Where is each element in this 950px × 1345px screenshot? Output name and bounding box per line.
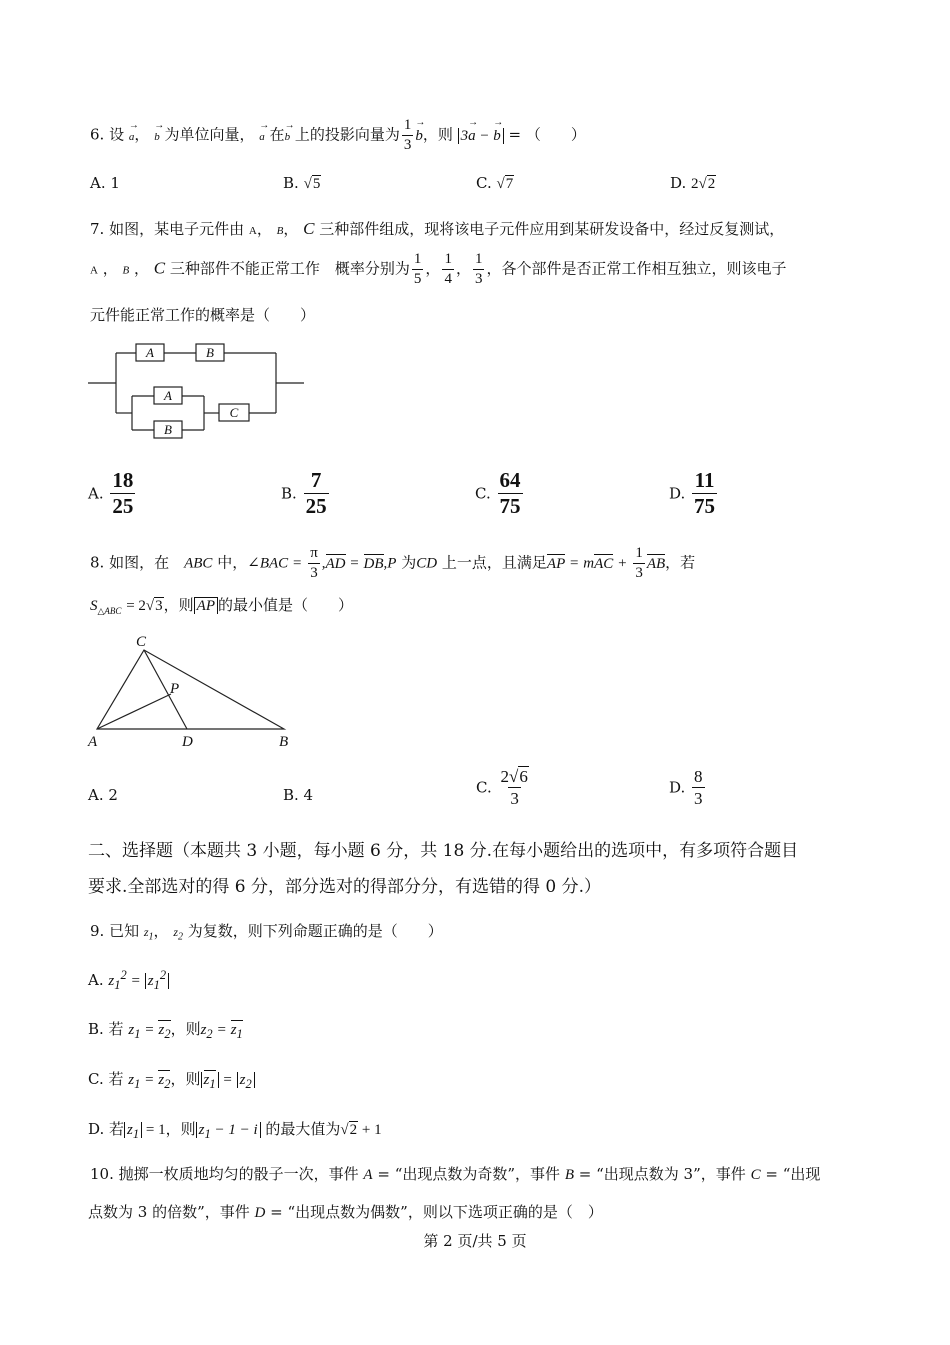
q8-option-c: C. $\frac{2√6}{3}$	[476, 767, 528, 808]
vertex-label-c: C	[136, 634, 147, 650]
question-7-line-3: 元件能正常工作的概率是（ ）	[90, 306, 316, 324]
abs-expression: 3→ a − → b	[458, 128, 504, 144]
circuit-label-c: C	[229, 405, 239, 420]
section-2-heading-line-1: 二、选择题（本题共 3 小题，每小题 6 分，共 18 分.在每小题给出的选项中，有多项符合题目	[88, 841, 799, 861]
q9-option-d: D. 若 $z_1 = 1$，则 $z_1 - 1 - i$ 的最大值为√2 + 1	[88, 1120, 382, 1141]
vertex-label-a: A	[88, 734, 98, 750]
q8-option-a: A. 2	[88, 786, 118, 804]
question-7-line-2: A ， B ， C 三种部件不能正常工作 概率分别为 $\frac{1}{5}$ ， $\frac{1}{4}$ ， $\frac{1}{3}$ ，各个部件是否正常工作相互独立，则该电子	[90, 251, 787, 287]
q9-option-b: B. 若 $z_1 = z_2$，则$z_2 = z_1$	[88, 1020, 243, 1041]
circuit-label-b1: B	[206, 345, 214, 360]
q8-option-d: D. $\frac{8}{3}$	[669, 767, 703, 808]
question-7-line-1: 7. 如图，某电子元件由 A， B， C 三种部件组成，现将该电子元件应用到某研发设备中，经过反复测试，	[90, 219, 785, 238]
question-10-line-2: 点数为 3 的倍数”，事件 D = “出现点数为偶数”，则以下选项正确的是（ ）	[88, 1203, 603, 1221]
q8-option-b: B. 4	[283, 786, 314, 804]
question-9-stem: 9. 已知 $z_1$， $z_2$ 为复数，则下列命题正确的是（ ）	[90, 922, 443, 943]
one-third-fraction: $\frac{1}{3}$	[403, 117, 412, 153]
point-label-d: D	[182, 734, 193, 750]
vertex-label-b: B	[279, 734, 289, 750]
circuit-label-a2: A	[164, 388, 172, 403]
page-footer: 第 2 页/共 5 页	[423, 1232, 527, 1250]
triangle-diagram	[84, 632, 300, 752]
section-2-heading-line-2: 要求.全部选对的得 6 分，部分选对的得部分分，有选错的得 0 分.）	[88, 877, 602, 897]
q6-option-c: C. √7	[476, 174, 514, 192]
question-8-line-1: 8. 如图，在 ABC 中，∠BAC = $\frac{\pi}{3}$ ,AD = DB,P 为CD 上一点，且满足AP = mAC + $\frac{1}{3}$ AB，若	[90, 545, 696, 581]
q6-number: 6.	[90, 125, 105, 144]
q6-option-a: A. 1	[90, 174, 120, 192]
point-label-p: P	[170, 681, 180, 697]
q9-option-a: A. $z_1^2 = z_1^2$	[88, 968, 169, 993]
circuit-label-b2: B	[164, 422, 172, 437]
q7-option-d: D. $\frac{11}{75}$	[669, 468, 716, 518]
question-6-stem: 6. 设 → a， → b 为单位向量， → a 在→ b 上的投影向量为 $\frac{1}{3}$ → b，则 3→ a − → b = （ ）	[90, 118, 586, 153]
q6-option-d: D. 2√2	[670, 174, 716, 192]
question-8-line-2: $S_{\triangle ABC} = 2√3$，则 AP 的最小值是（ ）	[90, 596, 354, 616]
question-10-line-1: 10. 抛掷一枚质地均匀的骰子一次，事件 A = “出现点数为奇数”，事件 B = “出现点数为 3”，事件 C = “出现	[90, 1165, 821, 1183]
q7-option-a: A. $\frac{18}{25}$	[88, 468, 134, 518]
q6-option-b: B. √5	[283, 174, 321, 192]
circuit-diagram	[88, 338, 310, 446]
circuit-label-a1: A	[146, 345, 154, 360]
q9-option-c: C. 若 $z_1 = z_2$，则 $z_1 = z_2$	[88, 1068, 255, 1092]
q7-option-b: B. $\frac{7}{25}$	[281, 468, 327, 518]
q7-option-c: C. $\frac{64}{75}$	[475, 468, 521, 518]
